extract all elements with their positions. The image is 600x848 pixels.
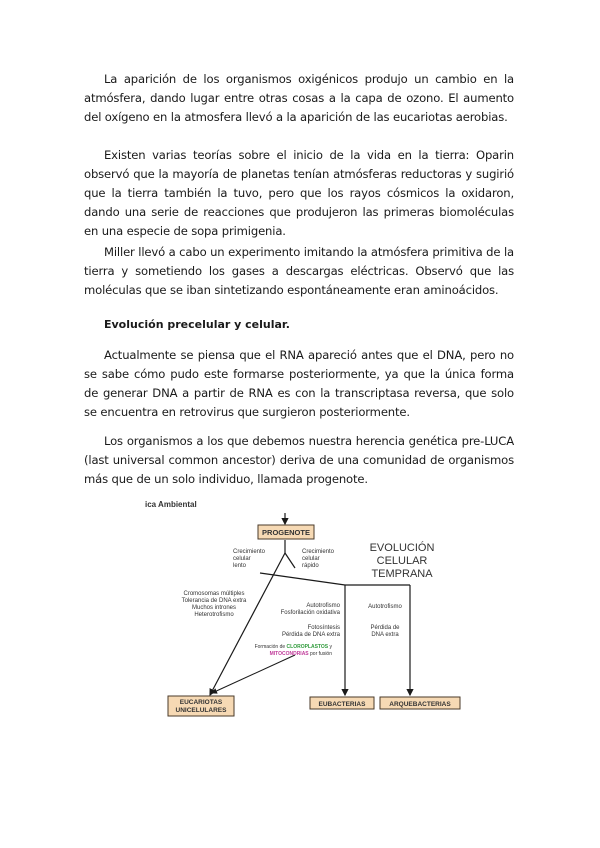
title-line-2: CELULAR: [376, 555, 428, 567]
euk-trait-2: Tolerancia de DNA extra: [181, 598, 247, 604]
title-line-3: TEMPRANA: [371, 568, 433, 580]
slow-growth-1: Crecimiento: [233, 549, 266, 555]
line-branch-join: [260, 573, 345, 585]
paragraph-luca: Los organismos a los que debemos nuestra herencia genética pre-LUCA (last universal common ancestor) deriva de una comunidad de organismos más que de un solo individuo, llamada progenote.: [84, 434, 514, 486]
line-to-eukaryotes: [210, 553, 285, 695]
evolution-diagram: [140, 495, 470, 725]
mitochondria-label: MITOCONDRIAS: [269, 651, 309, 657]
fusion-line-2: MITOCONDRIAS por fusión: [269, 651, 332, 657]
euk-trait-3: Muchos intrones: [191, 605, 237, 611]
paragraph-rna: Actualmente se piensa que el RNA apareció antes que el DNA, pero no se sabe cómo pudo este formarse posteriormente, ya que la única forma de generar DNA a partir de RNA es con la transcriptasa reversa, que solo se encuentra en retrovirus que surgieron posteriormente.: [84, 348, 514, 419]
section-heading: Evolución precelular y celular.: [104, 318, 290, 331]
arch-trait-2: Pérdida de: [370, 625, 400, 631]
fast-growth-2: celular: [302, 556, 320, 562]
eubacteria-label: EUBACTERIAS: [318, 701, 366, 708]
title-line-1: EVOLUCIÓN: [369, 542, 435, 554]
line-fusion: [212, 655, 295, 693]
slow-growth-3: lento: [233, 563, 247, 569]
diagram-corner-label: ica Ambiental: [145, 500, 197, 509]
slow-growth-2: celular: [233, 556, 251, 562]
paragraph-oxygenic: La aparición de los organismos oxigénicos produjo un cambio en la atmósfera, dando lugar entre otras cosas a la capa de ozono. El aumento del oxígeno en la atmosfera llevó a la aparición de las eucariotas aerobias.: [84, 72, 514, 124]
paragraph-theories: Existen varias teorías sobre el inicio de la vida en la tierra: Oparin observó que la mayoría de planetas tenían atmósferas reductoras y sugirió que la tierra también la tuvo, pero que los rayos cósmicos la oxidaron, dando una serie de reacciones que produjeron las primeras biomoléculas en una especie de sopa primigenia.: [84, 148, 514, 238]
fusion-line-1: Formación de CLOROPLASTOS y: [254, 644, 332, 650]
bact-trait-3: Fotosíntesis: [307, 625, 340, 631]
eukaryotes-label-1: EUCARIOTAS: [179, 699, 223, 706]
bact-trait-1: Autotrofismo: [306, 603, 340, 609]
archaebacteria-label: ARQUEBACTERIAS: [389, 701, 451, 708]
bact-trait-4: Pérdida de DNA extra: [281, 632, 340, 638]
euk-trait-4: Heterotrofismo: [194, 612, 234, 618]
line-fast-branch: [285, 553, 295, 568]
progenote-label: PROGENOTE: [262, 528, 310, 537]
fast-growth-3: rápido: [302, 563, 319, 569]
paragraph-miller: Miller llevó a cabo un experimento imitando la atmósfera primitiva de la tierra y sometiendo los gases a descargas eléctricas. Observó que las moléculas que se iban sintetizando espontáneamente eran aminoácidos.: [84, 245, 514, 297]
fast-growth-1: Crecimiento: [302, 549, 335, 555]
chloroplasts-label: CLOROPLASTOS: [286, 644, 329, 650]
arch-trait-3: DNA extra: [371, 632, 399, 638]
eukaryotes-label-2: UNICELULARES: [175, 707, 227, 714]
euk-trait-1: Cromosomas múltiples: [183, 591, 245, 597]
arch-trait-1: Autotrofismo: [368, 604, 402, 610]
bact-trait-2: Fosforilación oxidativa: [280, 610, 340, 616]
